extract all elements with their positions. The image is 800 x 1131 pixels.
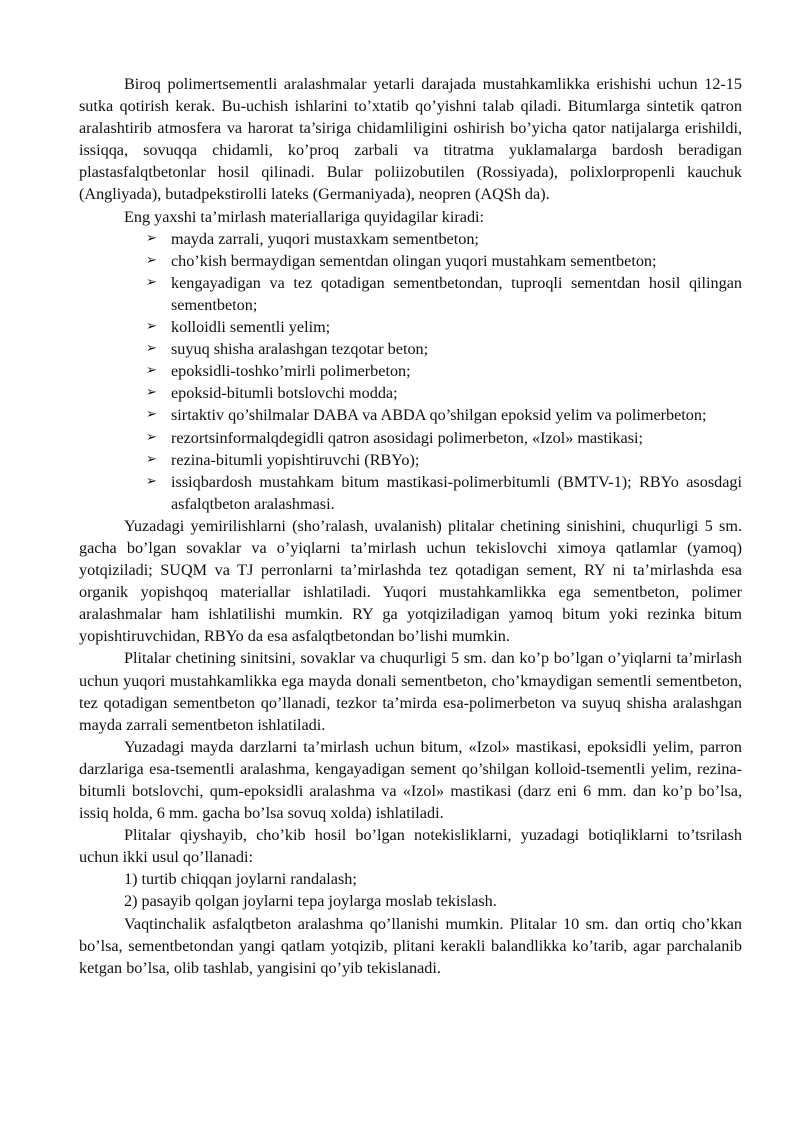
arrow-bullet-icon: ➢: [146, 385, 157, 401]
paragraph-list-intro: Eng yaxshi ta’mirlash materiallariga quyidagilar kiradi:: [124, 207, 485, 226]
arrow-bullet-icon: ➢: [146, 473, 157, 489]
paragraph-intro: Biroq polimertsementli aralashmalar yetarli darajada mustahkamlikka erishishi uchun 12-15 sutka qotirish kerak. Bu-uchish ishlarini to’xtatib qo’yishni talab qiladi. Bitumlarga sintetik qatron aralashtirib atmosfera va harorat ta’siriga chidamliligini oshirish bo’yicha qator natijalarga erishildi, issiqqa, sovuqqa chidamli, ko’proq zarbali va titratma yuklamalarga bardosh beradigan plastasfalqtbetonlar hosil qilinadi. Bular poliizobutilen (Rossiyada), polixlorpropenli kauchuk (Angliyada), butadpekstirolli lateks (Germaniyada), neopren (AQSh da).: [79, 75, 742, 204]
method-item-2: 2) pasayib qolgan joylarni tepa joylarga moslab tekislash.: [124, 892, 497, 911]
list-item: ➢ sirtaktiv qo’shilmalar DABA va ABDA qo’shilgan epoksid yelim va polimerbeton;: [146, 404, 742, 426]
list-item: ➢ kengayadigan va tez qotadigan sementbetondan, tuproqli sementdan hosil qilingan sementbeton;: [146, 273, 742, 314]
arrow-bullet-icon: ➢: [146, 274, 157, 290]
list-item: ➢ rezina-bitumli yopishtiruvchi (RBYo);: [146, 449, 742, 471]
arrow-bullet-icon: ➢: [146, 429, 157, 445]
arrow-bullet-icon: ➢: [146, 252, 157, 268]
paragraph-temporary: Vaqtinchalik asfalqtbeton aralashma qo’llanishi mumkin. Plitalar 10 sm. dan ortiq cho’kkan bo’lsa, sementbetondan yangi qatlam yotqizib, plitani kerakli balandlikka ko’tarib, agar parchalanib ketgan bo’lsa, olib tashlab, yangisini qo’yib tekislanadi.: [79, 914, 742, 977]
paragraph-edge-repair: Plitalar chetining sinitsini, sovaklar va chuqurligi 5 sm. dan ko’p bo’lgan o’yiqlarni ta’mirlash uchun yuqori mustahkamlikka ega mayda donali sementbeton, cho’kmaydigan sementli sementbeton, tez qotadigan sementbeton qo’llanadi, tezkor ta’mirda esa-polimerbeton va suyuq shisha aralashgan mayda zarrali sementbeton ishlatiladi.: [79, 649, 742, 734]
paragraph-crack-repair: Yuzadagi mayda darzlarni ta’mirlash uchun bitum, «Izol» mastikasi, epoksidli yelim, parron darzlariga esa-tsementli aralashma, kengayadigan sement qo’shilgan kolloid-tsementli yelim, rezina-bitumli botslovchi, qum-epoksidli aralashma va «Izol» mastikasi (darz eni 6 mm. dan ko’p bo’lsa, issiq holda, 6 mm. gacha bo’lsa sovuq xolda) ishlatiladi.: [79, 737, 742, 823]
materials-list: [79, 228, 742, 515]
paragraph-unevenness: Plitalar qiyshayib, cho’kib hosil bo’lgan notekisliklarni, yuzadagi botiqliklarni to’tsrilash uchun ikki usul qo’llanadi:: [79, 826, 742, 867]
list-item: ➢ epoksid-bitumli botslovchi modda;: [146, 382, 742, 404]
list-item: ➢ rezortsinformalqdegidli qatron asosidagi polimerbeton, «Izol» mastikasi;: [146, 427, 742, 449]
arrow-bullet-icon: ➢: [146, 363, 157, 379]
list-item: ➢ mayda zarrali, yuqori mustaxkam sementbeton;: [146, 228, 742, 250]
arrow-bullet-icon: ➢: [146, 451, 157, 467]
list-item: ➢ issiqbardosh mustahkam bitum mastikasi-polimerbitumli (BMTV-1); RBYo asosdagi asfalqtbeton aralashmasi.: [146, 472, 742, 513]
list-item: ➢ cho’kish bermaydigan sementdan olingan yuqori mustahkam sementbeton;: [146, 250, 742, 272]
list-item: ➢ epoksidli-toshko’mirli polimerbeton;: [146, 360, 742, 382]
list-item: ➢ kolloidli sementli yelim;: [146, 316, 742, 338]
paragraph-surface-repair: Yuzadagi yemirilishlarni (sho’ralash, uvalanish) plitalar chetining sinishini, chuqurligi 5 sm. gacha bo’lgan sovaklar va o’yiqlarni ta’mirlash uchun tekislovchi ximoya qatlamlar (yamoq) yotqiziladi; SUQM va TJ perronlarni ta’mirlashda tez qotadigan sement, RY ni ta’mirlashda esa organik yopishqoq materiallar ishlatiladi. Yuqori mustahkamlikka ega sementbeton, polimer aralashmalar ham ishlatilishi mumkin. RY ga yotqiziladigan yamoq bitum yoki rezinka bitum yopishtiruvchidan, RBYo da esa asfalqtbetondan bo’lishi mumkin.: [79, 516, 742, 646]
method-item-1: 1) turtib chiqqan joylarni randalash;: [124, 870, 357, 889]
arrow-bullet-icon: ➢: [146, 230, 157, 246]
arrow-bullet-icon: ➢: [146, 319, 157, 335]
arrow-bullet-icon: ➢: [146, 341, 157, 357]
list-item: ➢ suyuq shisha aralashgan tezqotar beton;: [146, 338, 742, 360]
arrow-bullet-icon: ➢: [146, 407, 157, 423]
